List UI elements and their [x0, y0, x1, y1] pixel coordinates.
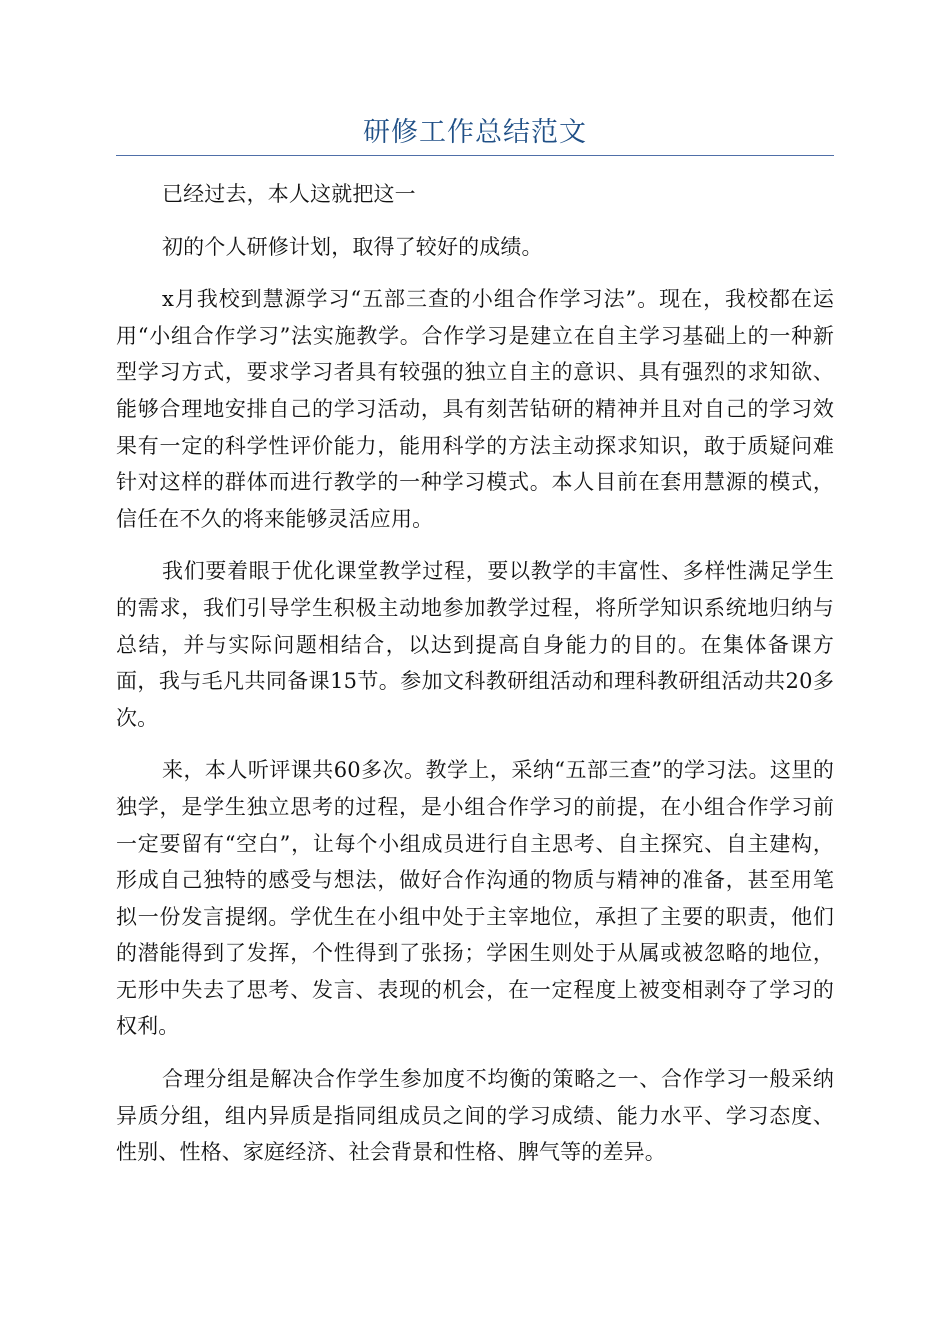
title-area: [116, 112, 834, 156]
paragraph-1: 已经过去，本人这就把这一: [162, 182, 416, 206]
paragraph-6: 合理分组是解决合作学生参加度不均衡的策略之一、合作学习一般采纳异质分组，组内异质是指同组成员之间的学习成绩、能力水平、学习态度、性别、性格、家庭经济、社会背景和性格、脾气等的差异。: [116, 1067, 834, 1165]
paragraph-4: 我们要着眼于优化课堂教学过程，要以教学的丰富性、多样性满足学生的需求，我们引导学生积极主动地参加教学过程，将所学知识系统地归纳与总结，并与实际问题相结合，以达到提高自身能力的目的。在集体备课方面，我与毛凡共同备课15节。参加文科教研组活动和理科教研组活动共20多次。: [116, 559, 834, 730]
paragraph-2: 初的个人研修计划，取得了较好的成绩。: [162, 234, 543, 259]
paragraph-5: 来，本人听评课共60多次。教学上，采纳“五部三查”的学习法。这里的独学，是学生独立思考的过程，是小组合作学习的前提，在小组合作学习前一定要留有“空白”，让每个小组成员进行自主思考、自主探究、自主建构，形成自己独特的感受与想法，做好合作沟通的物质与精神的准备，甚至用笔拟一份发言提纲。学优生在小组中处于主宰地位，承担了主要的职责，他们的潜能得到了发挥，个性得到了张扬；学困生则处于从属或被忽略的地位，无形中失去了思考、发言、表现的机会，在一定程度上被变相剥夺了学习的权利。: [116, 758, 834, 1039]
document-title: 研修工作总结范文: [363, 117, 587, 148]
document-body: [116, 176, 834, 1187]
paragraph-3: x月我校到慧源学习“五部三查的小组合作学习法”。现在，我校都在运用“小组合作学习”法实施教学。合作学习是建立在自主学习基础上的一种新型学习方式，要求学习者具有较强的独立自主的意识、具有强烈的求知欲、能够合理地安排自己的学习活动，具有刻苦钻研的精神并且对自己的学习效果有一定的科学性评价能力，能用科学的方法主动探求知识，敢于质疑问难针对这样的群体而进行教学的一种学习模式。本人目前在套用慧源的模式，信任在不久的将来能够灵活应用。: [116, 287, 834, 531]
